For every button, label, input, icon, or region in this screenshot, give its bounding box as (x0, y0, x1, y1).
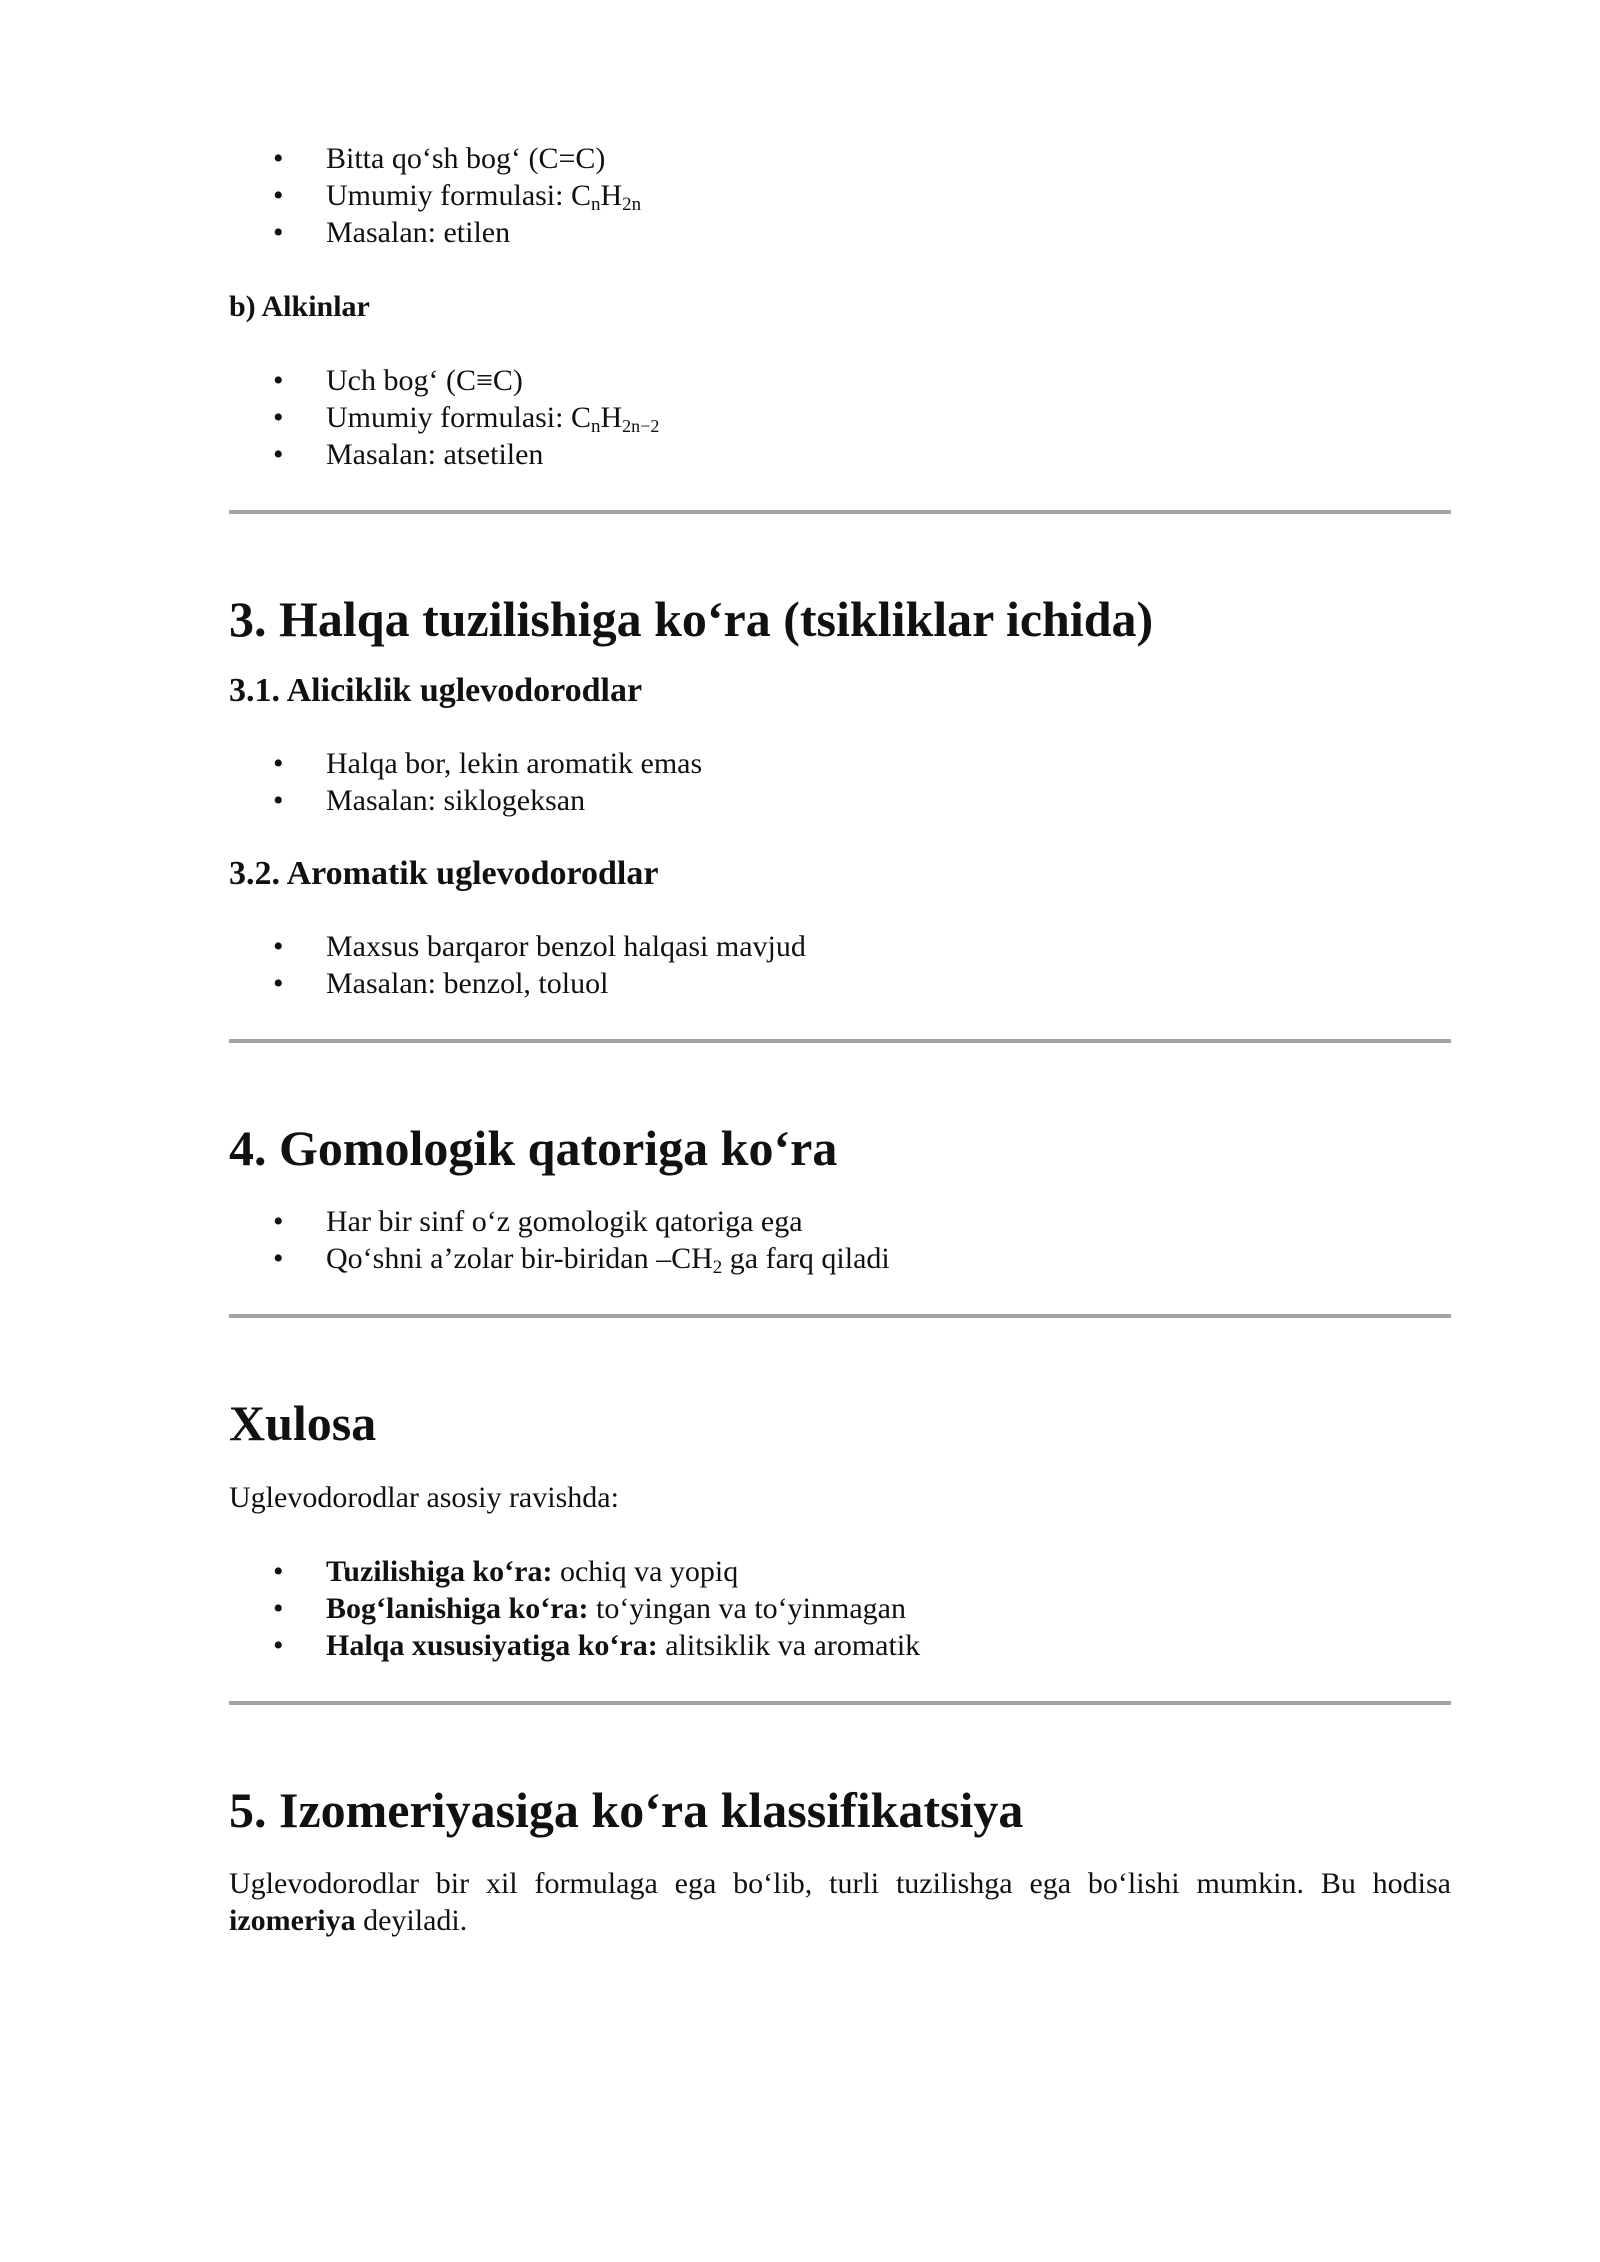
list-item (229, 362, 1451, 399)
subsection-3-2-list (229, 928, 1451, 1002)
list-item-text: Halqa bor, lekin aromatik emas (326, 747, 703, 780)
list-item-text: Qo‘shni a’zolar bir-biridan –CH (326, 1242, 713, 1275)
list-item-text: ochiq va yopiq (552, 1555, 739, 1588)
alkenes-list (229, 140, 1451, 251)
list-item (229, 1627, 1451, 1664)
paragraph-bold-term: izomeriya (229, 1904, 356, 1937)
list-item (229, 1203, 1451, 1240)
subsection-3-1-list (229, 745, 1451, 819)
list-item-text: Bitta qo‘sh bog‘ (C=C) (326, 142, 606, 175)
formula-label: Umumiy formulasi: (326, 401, 571, 434)
formula-c: C (570, 179, 591, 212)
formula-c: C (570, 401, 591, 434)
subsection-3-1-title: 3.1. Aliciklik uglevodorodlar (229, 672, 643, 709)
document-page (229, 140, 1451, 1939)
list-item-formula (229, 177, 1451, 214)
list-item-label: Tuzilishiga ko‘ra: (326, 1555, 553, 1588)
section-5-title: 5. Izomeriyasiga ko‘ra klassifikatsiya (229, 1782, 1024, 1838)
list-item (229, 928, 1451, 965)
list-item-text: Uch bog‘ (C≡C) (326, 364, 523, 397)
list-item-text: Masalan: etilen (326, 216, 511, 249)
section-4-list (229, 1203, 1451, 1277)
conclusion-intro: Uglevodorodlar asosiy ravishda: (229, 1481, 619, 1514)
formula-h-sub: 2n−2 (622, 416, 660, 436)
list-item-text: to‘yingan va to‘yinmagan (588, 1592, 906, 1625)
formula-label: Umumiy formulasi: (326, 179, 571, 212)
list-item (229, 214, 1451, 251)
list-item (229, 1590, 1451, 1627)
list-item (229, 745, 1451, 782)
list-item (229, 1553, 1451, 1590)
conclusion-list (229, 1553, 1451, 1664)
list-item (229, 436, 1451, 473)
formula-c-sub: n (591, 194, 601, 215)
list-item-text-tail: ga farq qiladi (722, 1242, 890, 1275)
list-item-text: alitsiklik va aromatik (657, 1629, 921, 1662)
list-item (229, 140, 1451, 177)
list-item-text: Masalan: benzol, toluol (326, 967, 609, 1000)
formula-h: H (600, 179, 623, 212)
list-item-label: Bog‘lanishiga ko‘ra: (326, 1592, 589, 1625)
section-4-title: 4. Gomologik qatoriga ko‘ra (229, 1120, 838, 1176)
list-item (229, 1240, 1451, 1277)
conclusion-title: Xulosa (229, 1395, 377, 1451)
paragraph-text-tail: deyiladi. (355, 1904, 468, 1937)
alkynes-list (229, 362, 1451, 473)
list-item-text: Har bir sinf o‘z gomologik qatoriga ega (326, 1205, 803, 1238)
alkynes-heading: b) Alkinlar (229, 290, 370, 323)
list-item (229, 965, 1451, 1002)
paragraph-text: Uglevodorodlar bir xil formulaga ega bo‘lib, turli tuzilishga ega bo‘lishi mumkin. Bu hodisa (229, 1867, 1451, 1900)
section-3-title: 3. Halqa tuzilishiga ko‘ra (tsikliklar ichida) (229, 591, 1154, 647)
list-item-label: Halqa xususiyatiga ko‘ra: (326, 1629, 658, 1662)
ch2-sub: 2 (712, 1257, 723, 1278)
formula-h: H (600, 401, 623, 434)
list-item (229, 782, 1451, 819)
list-item-text: Maxsus barqaror benzol halqasi mavjud (326, 930, 806, 963)
list-item-formula (229, 399, 1451, 436)
subsection-3-2-title: 3.2. Aromatik uglevodorodlar (229, 855, 659, 892)
formula-c-sub: n (591, 416, 601, 437)
list-item-text: Masalan: atsetilen (326, 438, 544, 471)
section-5-paragraph (229, 1865, 1451, 1939)
formula-h-sub: 2n (622, 194, 642, 215)
list-item-text: Masalan: siklogeksan (326, 784, 586, 817)
